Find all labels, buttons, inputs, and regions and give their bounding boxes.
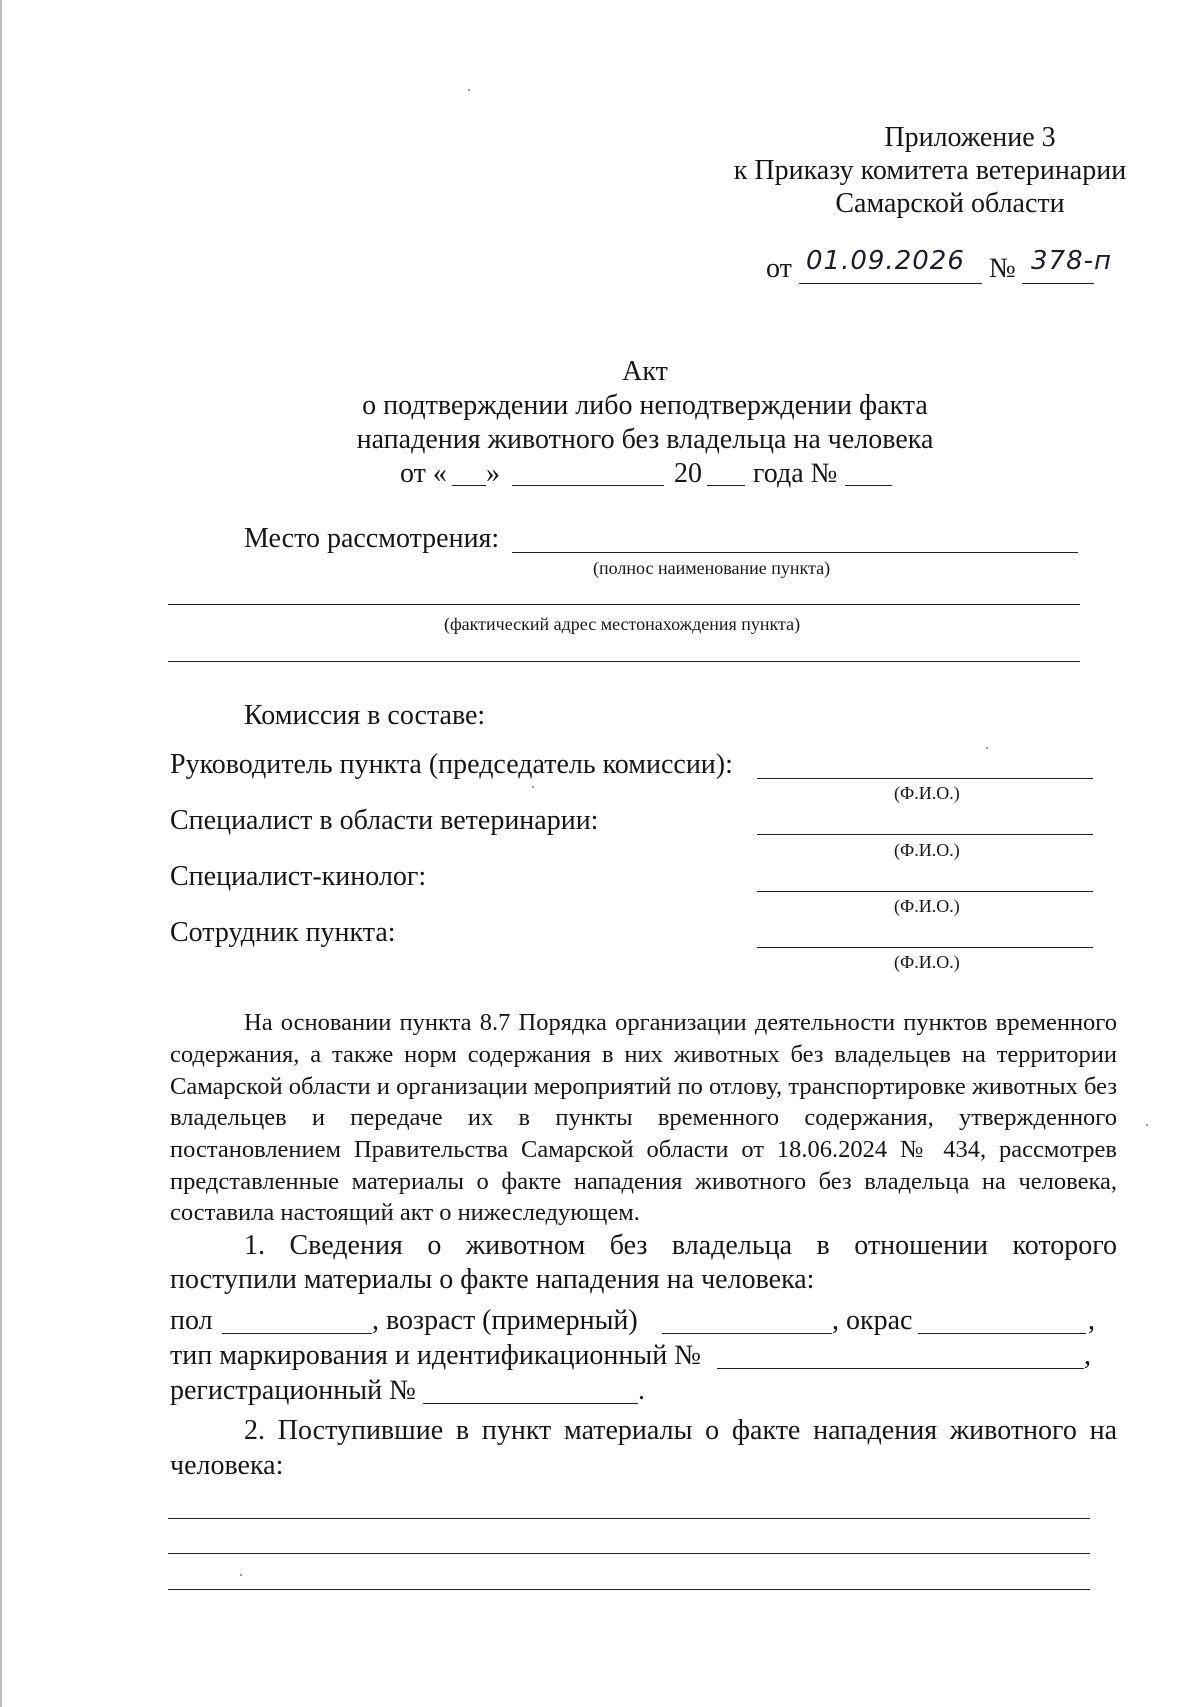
place-extra-line [168,661,1080,662]
appendix-region: Самарской области [835,188,1065,219]
place-name-line [512,552,1078,553]
basis-line: Самарской области и организации мероприятий по отлову, транспортировке животных без [170,1073,1117,1100]
place-name-hint: (полнос наименование пункта) [593,558,831,578]
place-label: Место рассмотрения: [244,523,500,554]
member-name-line [757,778,1093,779]
basis-line: На основании пункта 8.7 Порядка организации деятельности пунктов временного [244,1009,1117,1036]
act-month-blank [512,485,664,486]
order-number-line [1022,283,1094,284]
act-year-prefix: 20 [674,458,702,489]
act-date-close: » [486,458,500,489]
member-fio-hint: (Ф.И.О.) [894,896,960,916]
registration-period: . [638,1375,645,1406]
member-name-line [757,891,1093,892]
scan-speck [986,747,988,749]
member-fio-hint: (Ф.И.О.) [894,783,960,803]
section1-heading: 1. Сведения о животном без владельца в отношении которого [244,1230,1117,1261]
basis-line: содержания, а также норм содержания в них животных без владельцев на территории [170,1041,1117,1068]
appendix-number: Приложение 3 [884,122,1056,153]
member-role: Сотрудник пункта: [170,917,396,948]
appendix-order-ref: к Приказу комитета ветеринарии [733,155,1127,186]
order-date-line [799,283,982,284]
place-address-line [168,604,1080,605]
place-address-hint: (фактический адрес местонахождения пункта) [444,614,801,634]
order-date-prefix: от [766,253,792,284]
basis-line: постановлением Правительства Самарской области от 18.06.2024 № 434, рассмотрев [170,1136,1117,1163]
materials-line [168,1518,1090,1519]
scan-edge [0,0,2,1707]
member-fio-hint: (Ф.И.О.) [894,840,960,860]
registration-blank [423,1403,638,1404]
scan-speck [468,89,470,91]
act-number-blank [845,485,892,486]
scan-speck [240,1574,242,1576]
scan-speck [1146,1124,1148,1126]
color-blank [918,1333,1086,1334]
section2-heading: 2. Поступившие в пункт материалы о факте нападения животного на [244,1415,1117,1446]
marking-comma: , [1084,1340,1091,1371]
scan-speck [532,786,534,788]
order-date-handwritten: 01.09.2026 [806,246,965,276]
order-number-handwritten: 378-п [1031,246,1113,276]
row-comma: , [1088,1305,1095,1336]
basis-line: владельцев и передаче их в пункты временного содержания, утвержденного [170,1104,1117,1131]
act-subtitle-1: о подтверждении либо неподтверждении факта [362,390,928,421]
materials-line [168,1589,1090,1590]
materials-line [168,1553,1090,1554]
member-name-line [757,834,1093,835]
commission-heading: Комиссия в составе: [244,700,486,731]
sex-label: пол [170,1305,213,1336]
member-role: Специалист в области ветеринарии: [170,805,599,836]
registration-label: регистрационный № [170,1375,416,1406]
marking-blank [717,1368,1084,1369]
act-title: Акт [622,356,668,387]
order-number-prefix: № [989,253,1016,284]
member-role: Руководитель пункта (председатель комиссии): [170,749,733,780]
member-fio-hint: (Ф.И.О.) [894,952,960,972]
age-label: , возраст (примерный) [372,1305,638,1336]
act-date-open: от « [400,458,447,489]
act-subtitle-2: нападения животного без владельца на человека [356,424,934,455]
act-day-blank [452,485,486,486]
age-blank [662,1333,832,1334]
act-number-label: года № [753,458,838,489]
member-name-line [757,947,1093,948]
color-label: , окрас [832,1305,913,1336]
member-role: Специалист-кинолог: [170,861,427,892]
act-year-blank [707,485,745,486]
section2-subheading: человека: [170,1450,284,1481]
marking-label: тип маркирования и идентификационный № [170,1340,701,1371]
basis-line: составила настоящий акт о нижеследующем. [170,1199,640,1226]
section1-subheading: поступили материалы о факте нападения на человека: [170,1264,815,1295]
sex-blank [222,1333,372,1334]
basis-line: представленные материалы о факте нападения животного без владельца на человека, [170,1168,1117,1195]
